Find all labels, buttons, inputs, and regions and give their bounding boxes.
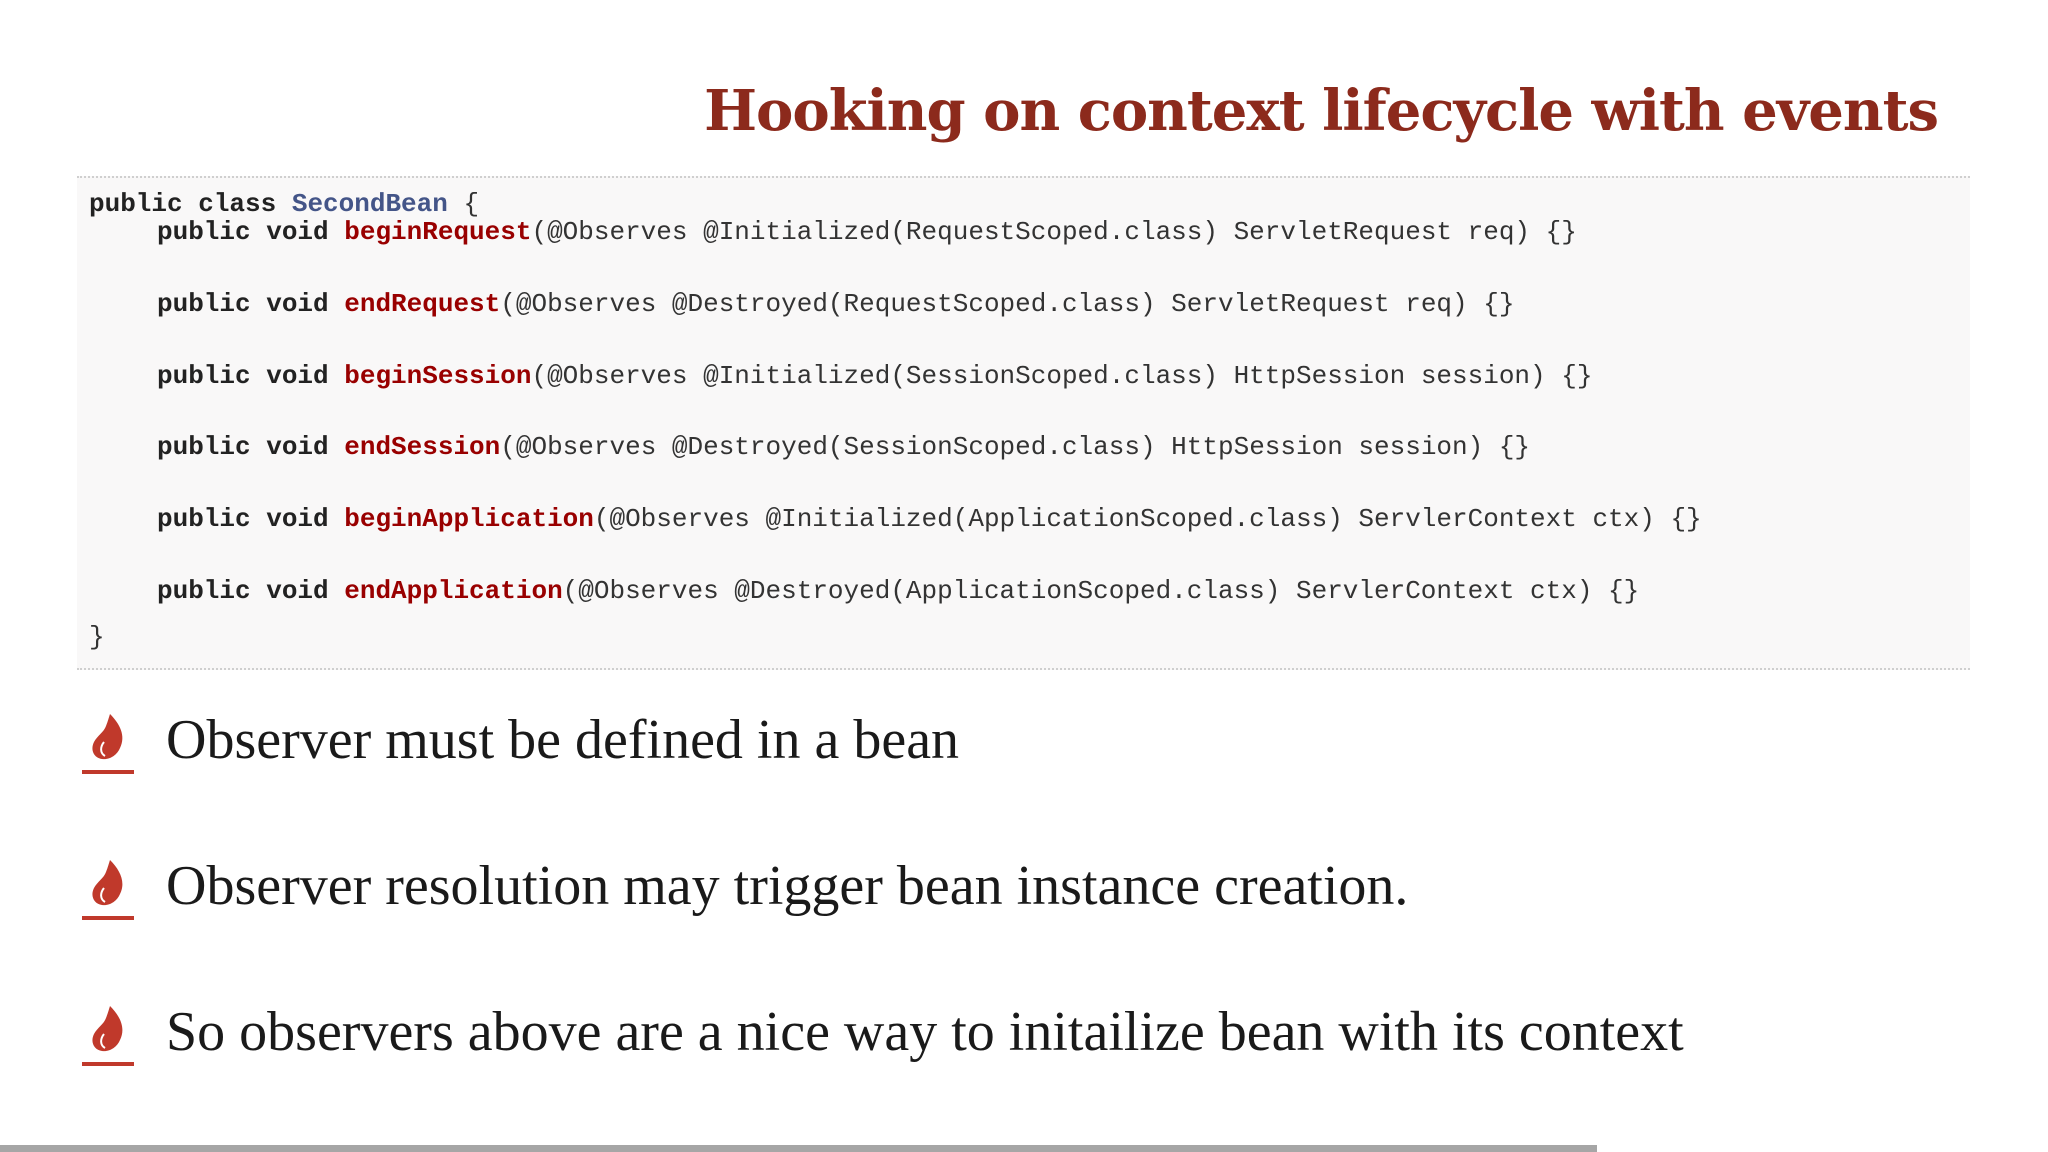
code-text: (@Observes @Initialized(ApplicationScoped.class) ServlerContext ctx) {} (593, 504, 1702, 534)
code-class-name: SecondBean (291, 189, 448, 219)
code-text: (@Observes @Destroyed(RequestScoped.class) ServletRequest req) {} (500, 289, 1515, 319)
code-text: (@Observes @Destroyed(ApplicationScoped.class) ServlerContext ctx) {} (562, 576, 1640, 606)
code-line-method (89, 288, 1514, 320)
code-keyword: public void (157, 217, 345, 247)
slide-progress-bar (0, 1145, 1597, 1152)
code-method-name: beginSession (344, 361, 532, 391)
code-keyword: public void (157, 432, 345, 462)
code-line-method (89, 360, 1592, 392)
code-text: (@Observes @Initialized(RequestScoped.class) ServletRequest req) {} (531, 217, 1577, 247)
code-line-method (89, 216, 1577, 248)
code-method-name: beginApplication (344, 504, 594, 534)
code-keyword: public void (157, 289, 345, 319)
code-text: { (447, 189, 480, 219)
flame-bullet-icon (80, 858, 136, 924)
bullet-text: So observers above are a nice way to initailize bean with its context (166, 1001, 1684, 1063)
slide-title: Hooking on context lifecycle with events (704, 78, 1938, 144)
code-keyword: public class (89, 189, 292, 219)
bullet-item (80, 700, 1980, 780)
bullet-item (80, 992, 1980, 1072)
code-keyword: public void (157, 504, 345, 534)
bullet-text: Observer resolution may trigger bean instance creation. (166, 855, 1409, 917)
code-line-method (89, 575, 1639, 607)
code-method-name: beginRequest (344, 217, 532, 247)
flame-bullet-icon (80, 1004, 136, 1070)
code-method-name: endApplication (344, 576, 563, 606)
code-method-name: endSession (344, 432, 501, 462)
code-text: (@Observes @Initialized(SessionScoped.class) HttpSession session) {} (531, 361, 1593, 391)
bullet-item (80, 846, 1980, 926)
code-keyword: public void (157, 361, 345, 391)
code-block (77, 176, 1970, 670)
code-text: (@Observes @Destroyed(SessionScoped.class) HttpSession session) {} (500, 432, 1531, 462)
code-line-method (89, 431, 1530, 463)
code-keyword: public void (157, 576, 345, 606)
code-line-method (89, 503, 1702, 535)
code-line-closing: } (89, 622, 105, 652)
bullet-text: Observer must be defined in a bean (166, 709, 960, 771)
code-method-name: endRequest (344, 289, 501, 319)
flame-bullet-icon (80, 712, 136, 778)
